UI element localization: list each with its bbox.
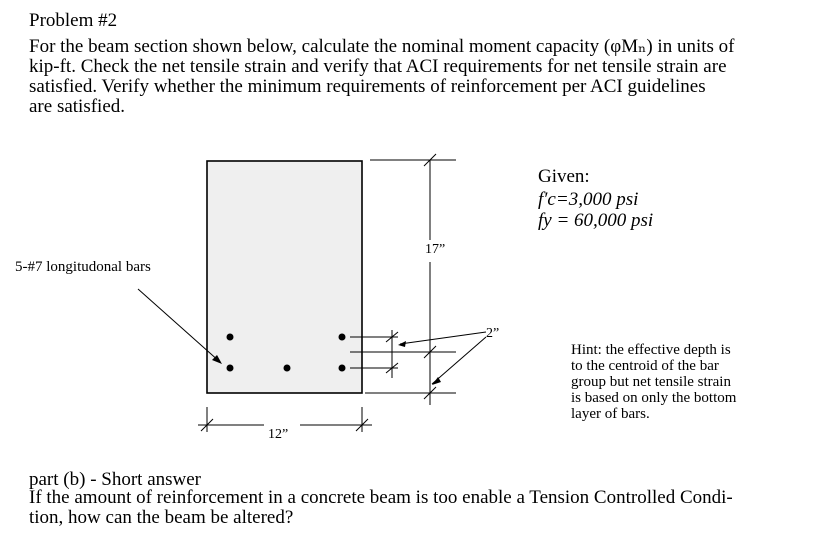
hint-line: layer of bars.: [571, 406, 650, 422]
cover-label: 2”: [486, 326, 500, 341]
hint-line: Hint: the effective depth is: [571, 342, 731, 358]
problem-line: For the beam section shown below, calculate the nominal moment capacity (φMₙ) in units of: [29, 36, 735, 57]
cover-arrowhead: [398, 341, 406, 347]
hint-line: group but net tensile strain: [571, 374, 731, 390]
rebar-top-right: [339, 334, 346, 341]
depth-label: 17”: [425, 242, 446, 257]
part-b-title: part (b) - Short answer: [29, 469, 202, 490]
hint-line: to the centroid of the bar: [571, 358, 719, 374]
rebar-bottom-right: [339, 365, 346, 372]
given-concrete-strength: f′c=3,000 psi: [538, 189, 639, 210]
problem-title: Problem #2: [29, 10, 118, 31]
width-label: 12”: [268, 427, 289, 442]
problem-line: satisfied. Verify whether the minimum requirements of reinforcement per ACI guidelines: [29, 76, 706, 97]
cover-dimension: [350, 330, 486, 405]
rebar-bottom-middle: [284, 365, 291, 372]
part-b-line: If the amount of reinforcement in a concrete beam is too enable a Tension Controlled Condi-: [29, 487, 733, 508]
rebar-bottom-left: [227, 365, 234, 372]
problem-line: kip-ft. Check the net tensile strain and verify that ACI requirements for net tensile strain are: [29, 56, 727, 77]
cover-arrowhead: [432, 377, 441, 385]
rebar-top-left: [227, 334, 234, 341]
part-b-line: tion, how can the beam be altered?: [29, 507, 294, 528]
given-title: Given:: [538, 166, 590, 187]
bars-label: 5-#7 longitudonal bars: [15, 259, 151, 275]
given-steel-yield: fy = 60,000 psi: [538, 210, 654, 231]
hint-line: is based on only the bottom: [571, 390, 737, 406]
problem-line: are satisfied.: [29, 96, 126, 117]
part-b-question: [29, 488, 819, 528]
hint-note: [571, 342, 771, 422]
beam-section: [207, 161, 362, 393]
